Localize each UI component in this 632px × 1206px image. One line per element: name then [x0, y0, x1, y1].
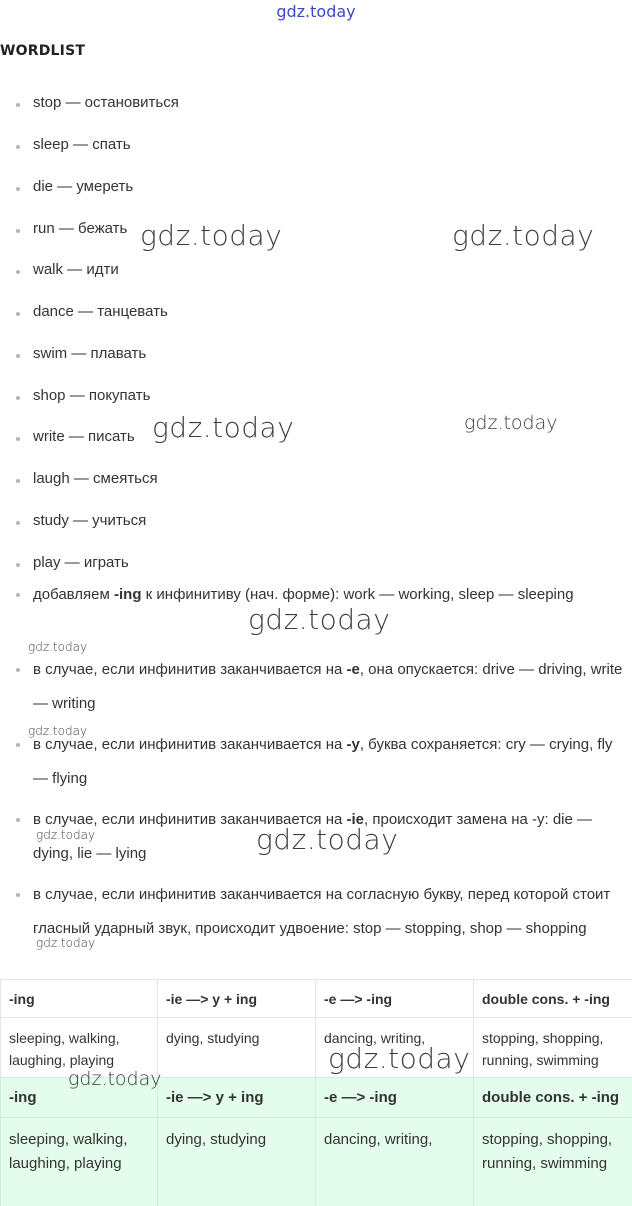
list-item: run — бежать — [33, 220, 128, 237]
watermark: gdz.today — [36, 936, 96, 950]
wordlist-heading: WORDLIST — [0, 43, 86, 59]
ing-table — [0, 979, 632, 1078]
table-header-row — [1, 980, 632, 1018]
list-item: die — умереть — [33, 178, 134, 195]
list-item: laugh — смеяться — [33, 470, 158, 487]
watermark: gdz.today — [68, 1068, 162, 1090]
rule-text: в случае, если инфинитив заканчивается на — [33, 811, 347, 828]
watermark: gdz.today — [248, 603, 391, 636]
rule-text: к инфинитиву (нач. форме): work — working, sleep — sleeping — [141, 586, 574, 603]
watermark: gdz.today — [328, 1042, 471, 1075]
watermark: gdz.today — [152, 411, 295, 444]
list-item: dance — танцевать — [33, 303, 168, 320]
rule-text: в случае, если инфинитив заканчивается на согласную букву, перед которой стоит гласный ударный звук, происходит удвоение: stop — stopping, shop — shopping — [33, 886, 611, 937]
rule-text: в случае, если инфинитив заканчивается на — [33, 661, 347, 678]
list-item: play — играть — [33, 554, 129, 571]
watermark: gdz.today — [452, 219, 595, 252]
rule-item — [33, 728, 623, 796]
table-cell: stopping, shopping, running, swimming — [474, 1018, 632, 1078]
table-cell: dying, studying — [158, 1018, 316, 1078]
site-logo[interactable]: gdz.today — [276, 2, 356, 21]
watermark: gdz.today — [464, 412, 558, 434]
rule-text: , буква сохраняется: cry — crying, fly — flying — [33, 736, 613, 787]
list-item: swim — плавать — [33, 345, 147, 362]
ing-table-highlighted — [0, 1077, 632, 1206]
rule-text: в случае, если инфинитив заканчивается на — [33, 736, 347, 753]
rule-suffix: -ing — [114, 586, 142, 603]
watermark: gdz.today — [36, 828, 96, 842]
table-cell: dancing, writing, — [316, 1118, 474, 1206]
table-header-cell: -e —> -ing — [316, 980, 474, 1018]
rule-item — [33, 653, 623, 721]
table-header-cell: -ing — [1, 980, 158, 1018]
rule-item — [33, 878, 623, 946]
watermark: gdz.today — [28, 724, 88, 738]
watermark: gdz.today — [256, 823, 399, 856]
list-item: study — учиться — [33, 512, 147, 529]
table-header-cell: -ie —> y + ing — [158, 1078, 316, 1118]
table-cell: stopping, shopping, running, swimming — [474, 1118, 632, 1206]
rule-suffix: -e — [346, 661, 360, 678]
table-header-cell: double cons. + -ing — [474, 980, 632, 1018]
list-item: shop — покупать — [33, 387, 151, 404]
list-item: write — писать — [33, 428, 135, 445]
table-cell: dancing, writing, — [316, 1018, 474, 1078]
list-item: sleep — спать — [33, 136, 131, 153]
table-row — [1, 1118, 632, 1206]
watermark: gdz.today — [140, 219, 283, 252]
list-item: stop — остановиться — [33, 94, 179, 111]
list-item: walk — идти — [33, 261, 119, 278]
rule-suffix: -ie — [346, 811, 365, 828]
rule-text: , происходит замена на -y: die — dying, lie — lying — [33, 811, 593, 862]
watermark: gdz.today — [28, 640, 88, 654]
rule-text: , она опускается: drive — driving, write — writing — [33, 661, 623, 712]
table-header-cell: -ie —> y + ing — [158, 980, 316, 1018]
table-header-cell: -ing — [1, 1078, 158, 1118]
table-cell: sleeping, walking, laughing, playing — [1, 1018, 158, 1078]
rule-suffix: -y — [346, 736, 360, 753]
rule-text: добавляем — [33, 586, 115, 603]
table-cell: dying, studying — [158, 1118, 316, 1206]
table-header-cell: -e —> -ing — [316, 1078, 474, 1118]
table-header-cell: double cons. + -ing — [474, 1078, 632, 1118]
table-cell: sleeping, walking, laughing, playing — [1, 1118, 158, 1206]
